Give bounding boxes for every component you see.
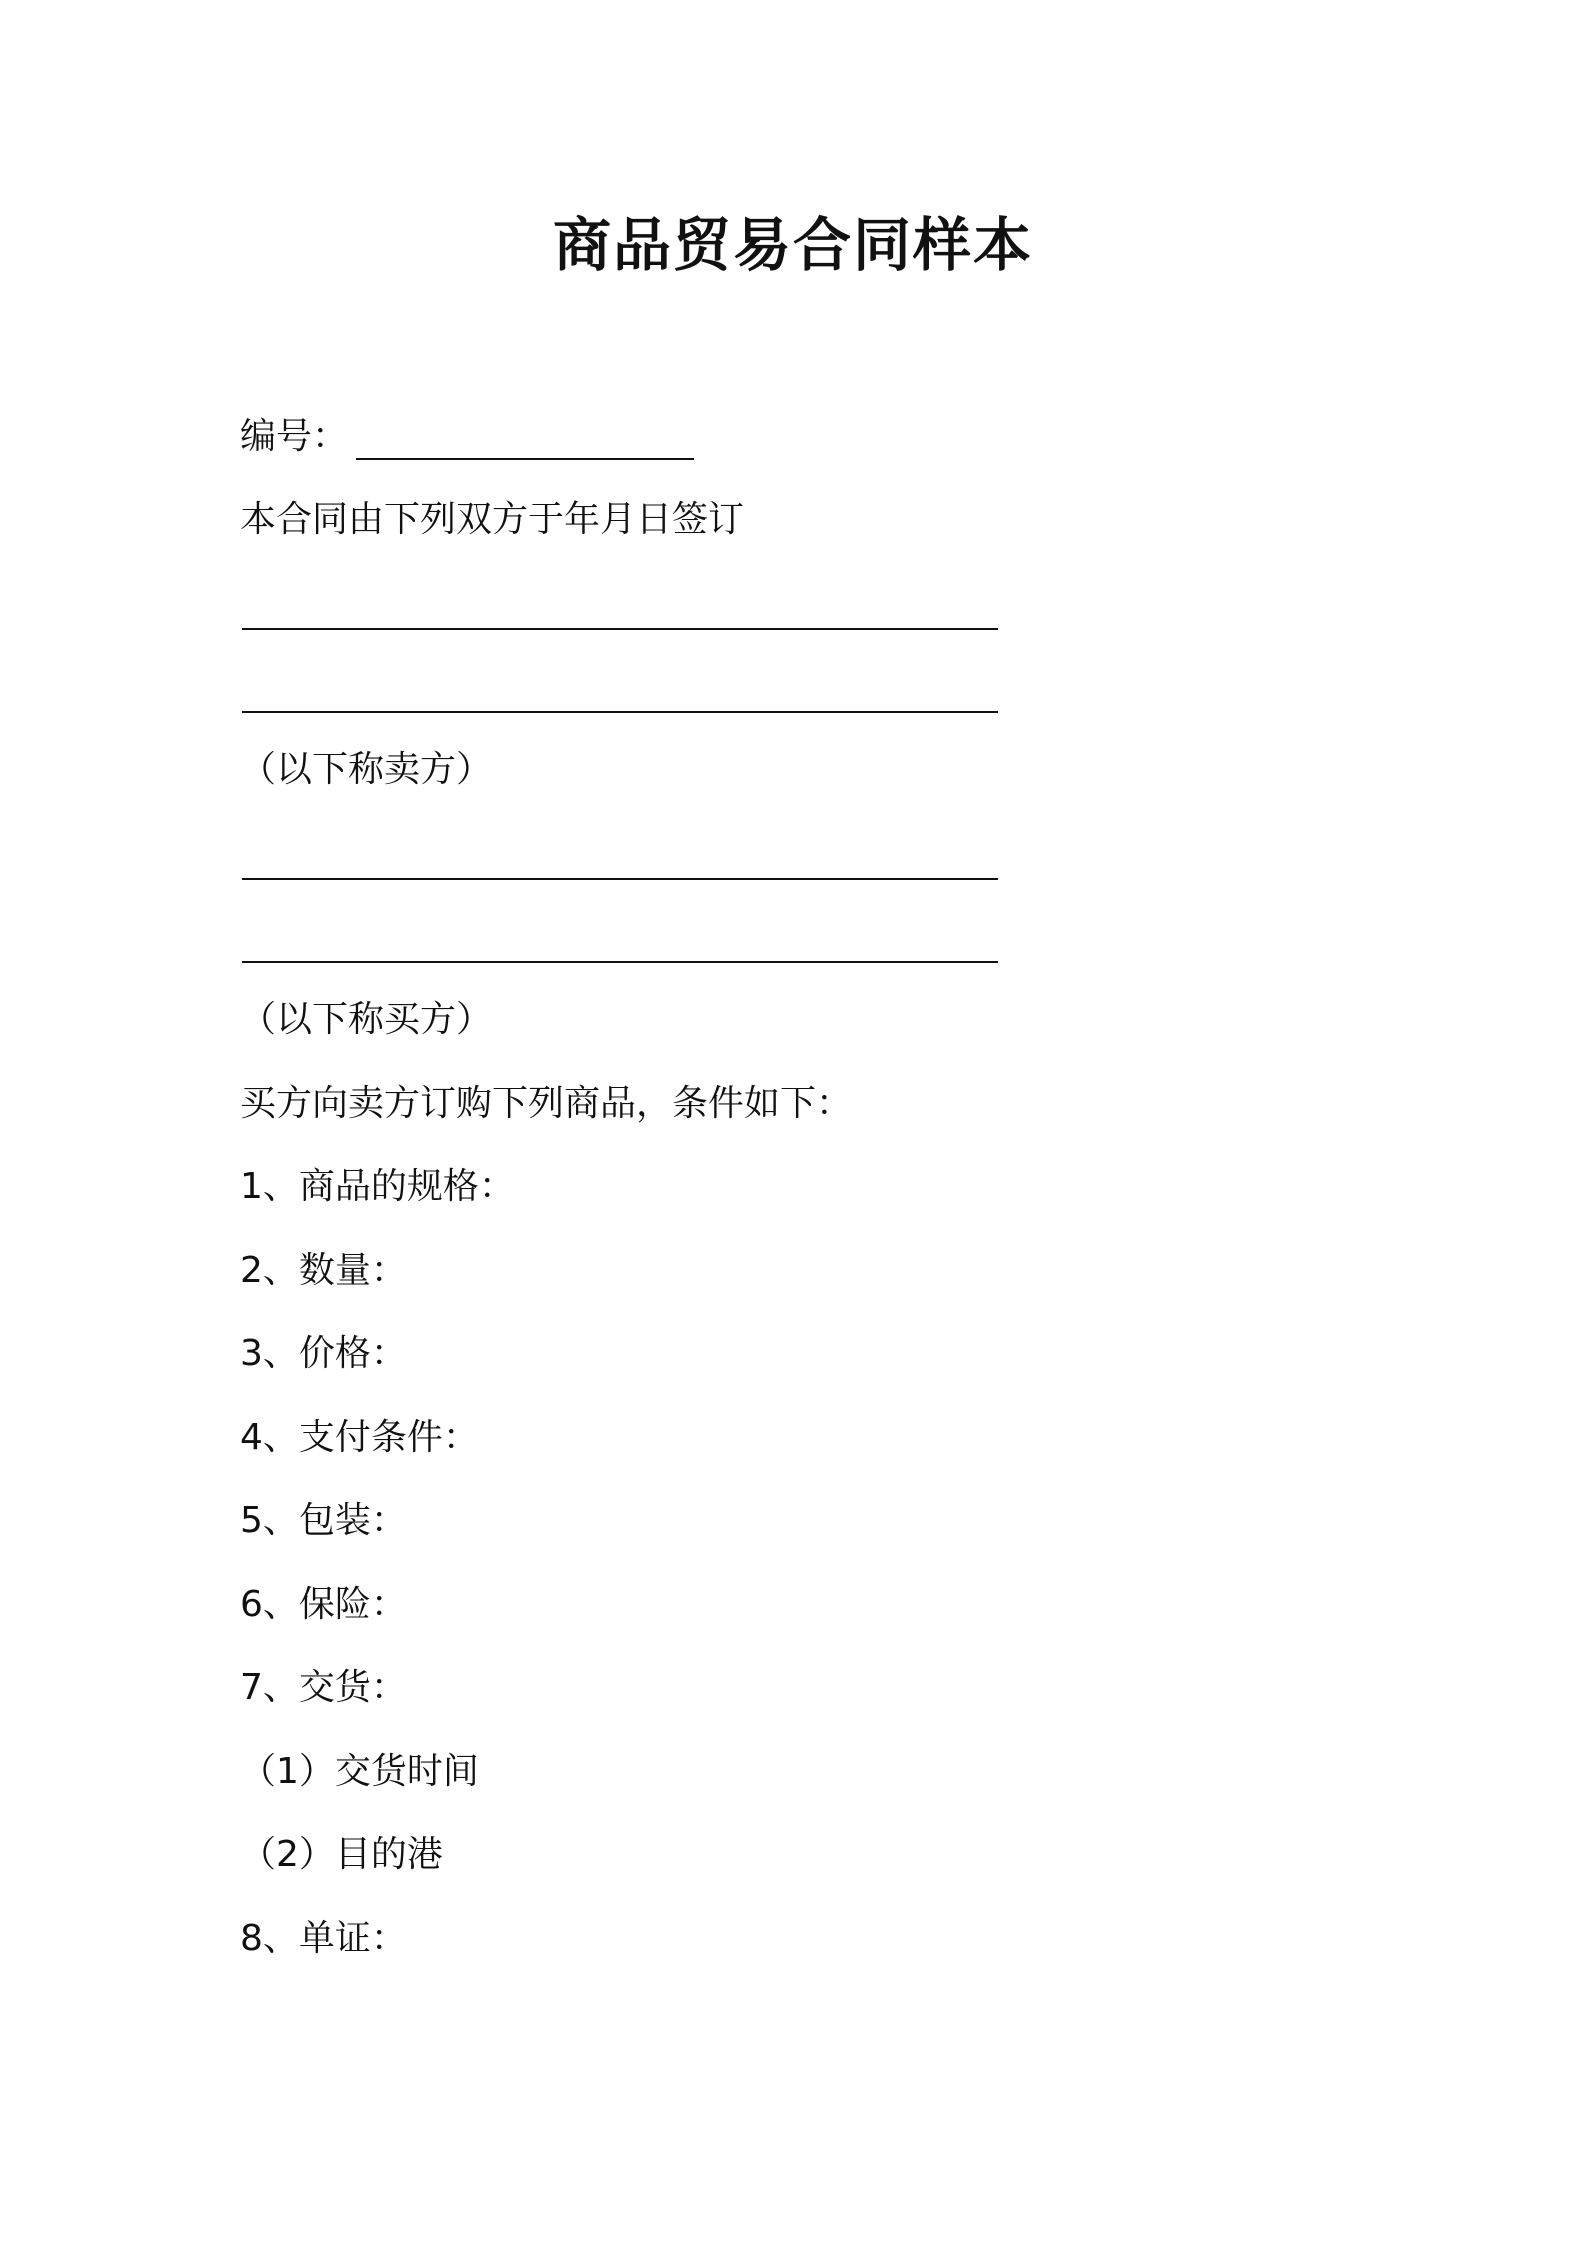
seller-blank-line-2: [242, 711, 998, 713]
term-item: 2、数量：: [240, 1250, 407, 1291]
buyer-blank-line-2: [242, 961, 998, 963]
term-subitem: （1）交货时间: [240, 1751, 479, 1792]
term-item: 3、价格：: [240, 1333, 407, 1374]
contract-number-blank: [356, 458, 694, 460]
buyer-note: （以下称买方）: [240, 999, 493, 1040]
term-subitem: （2）目的港: [240, 1834, 443, 1875]
contract-number-label: 编号：: [240, 416, 349, 457]
term-item: 4、支付条件：: [240, 1417, 479, 1458]
term-item: 8、单证：: [240, 1918, 407, 1959]
term-item: 6、保险：: [240, 1584, 407, 1625]
term-item: 1、商品的规格：: [240, 1166, 515, 1207]
intro-text: 本合同由下列双方于年月日签订: [240, 499, 745, 540]
term-item: 7、交货：: [240, 1667, 407, 1708]
seller-blank-line-1: [242, 628, 998, 630]
seller-note: （以下称卖方）: [240, 749, 493, 790]
terms-intro: 买方向卖方订购下列商品，条件如下：: [240, 1083, 853, 1124]
term-item: 5、包装：: [240, 1500, 407, 1541]
buyer-blank-line-1: [242, 878, 998, 880]
contract-number-row: [240, 412, 694, 462]
document-title: 商品贸易合同样本: [552, 211, 1033, 279]
